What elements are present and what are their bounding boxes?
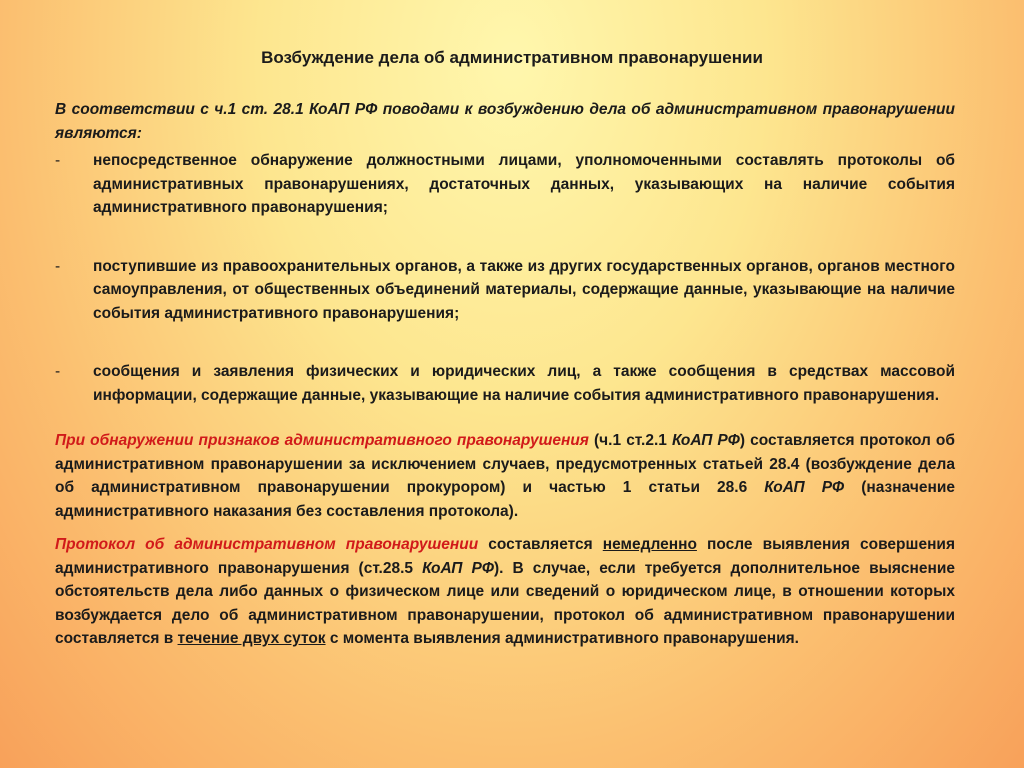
code-reference: КоАП РФ — [764, 479, 845, 496]
paragraph-text: ). В случае, если требуется дополнительное выяснение обстоятельств дела либо данных о физическом лице или сведений о юридическом лице, в отношении которых возбуждается дело об административном правонарушении, протокол об административном правонарушении составляется в — [55, 559, 955, 647]
bullet-dash: - — [55, 257, 61, 275]
bullet-list — [55, 149, 955, 407]
bullet-dash: - — [55, 152, 61, 169]
paragraph-protocol-timing — [55, 533, 955, 651]
list-item — [55, 149, 955, 220]
paragraph-text: с момента выявления административного правонарушения. — [325, 630, 799, 647]
intro-text: В соответствии с ч.1 ст. 28.1 КоАП РФ поводами к возбуждению дела об административном правонарушении являются: — [55, 101, 955, 142]
highlight-text: Протокол об административном правонарушении — [55, 536, 479, 553]
highlight-text: При обнаружении признаков административного правонарушения — [55, 432, 589, 449]
paragraph-text: составляется — [478, 536, 603, 553]
bullet-text: непосредственное обнаружение должностными лицами, уполномоченными составлять протоколы об административных правонарушениях, достаточных данных, указывающих на наличие события административного правонарушения; — [93, 152, 955, 216]
paragraph-text: ) составляется протокол об административном правонарушении за исключением случаев, предусмотренных статьей 28.4 (возбуждение дела об административном правонарушении прокурором) и частью 1 статьи 28.6 — [55, 432, 955, 496]
bullet-text: поступившие из правоохранительных органов, а также из других государственных органов, органов местного самоуправления, от общественных объединений материалы, содержащие данные, указывающие на наличие события административного правонарушения; — [93, 257, 955, 322]
paragraph-text: (назначение административного наказания без составления протокола). — [55, 479, 955, 520]
bullet-dash: - — [55, 363, 61, 380]
slide-content — [55, 98, 955, 661]
underlined-text: немедленно — [602, 536, 697, 553]
paragraph-text: после выявления совершения административного правонарушения (ст.28.5 — [55, 536, 955, 577]
paragraph-text: (ч.1 ст.2.1 — [588, 432, 672, 449]
code-reference: КоАП РФ — [671, 432, 740, 449]
code-reference: КоАП РФ — [422, 559, 494, 577]
list-item — [55, 360, 955, 407]
paragraph-protocol-drafting — [55, 429, 955, 523]
bullet-text: сообщения и заявления физических и юридических лиц, а также сообщения в средствах массовой информации, содержащие данные, указывающие на наличие события административного правонарушения. — [93, 363, 955, 404]
list-item — [55, 255, 955, 326]
slide-title: Возбуждение дела об административном правонарушении — [261, 48, 763, 67]
underlined-text: течение двух суток — [177, 630, 326, 647]
